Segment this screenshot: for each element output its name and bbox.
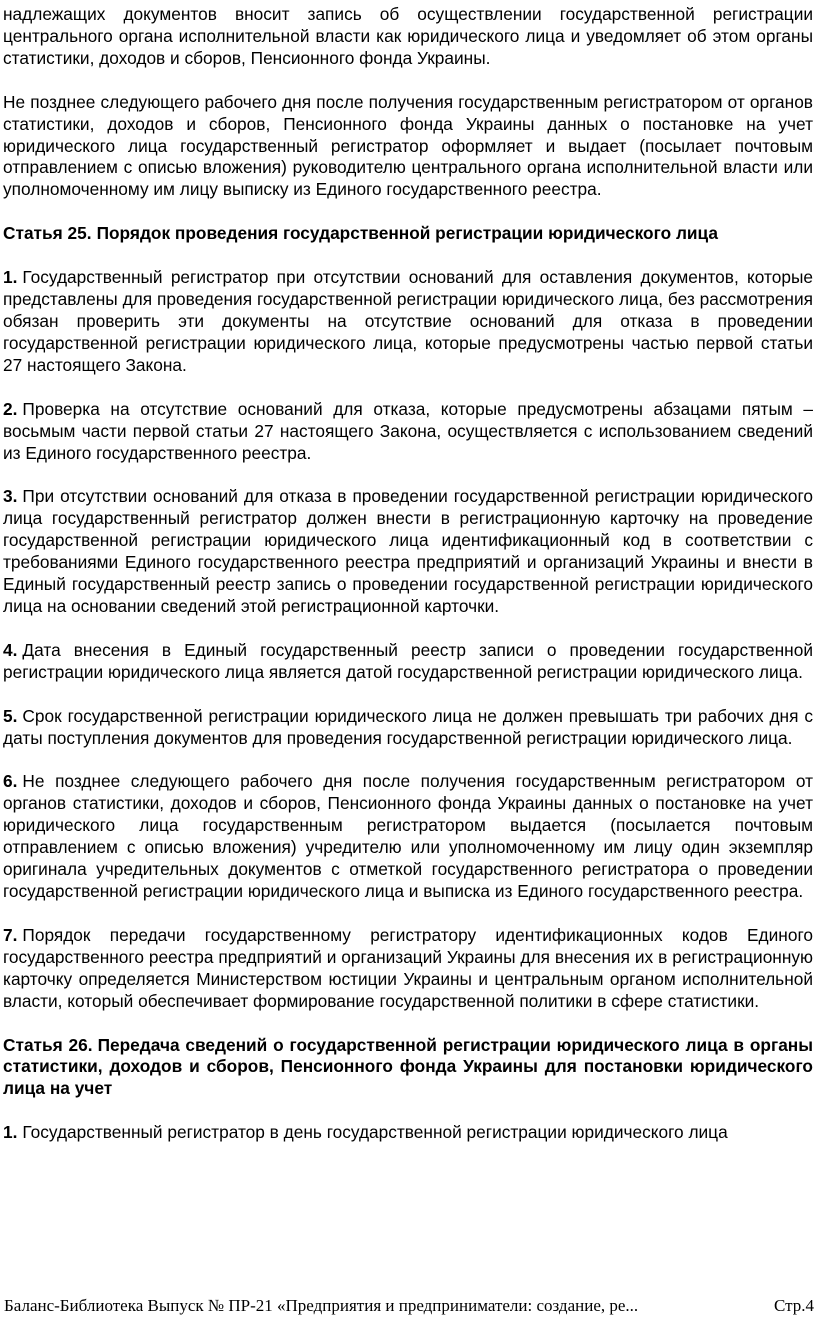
article-number: Статья 26.	[3, 1034, 93, 1055]
paragraph: надлежащих документов вносит запись об осуществлении государственной регистрации центрального органа исполнительной власти как юридического лица и уведомляет об этом органы статистики, доходов и сборов, Пенсионного фонда Украины.	[3, 4, 813, 68]
paragraph-number: 7.	[3, 924, 18, 945]
numbered-paragraph	[3, 771, 813, 902]
paragraph-number: 1.	[3, 267, 18, 288]
paragraph-text: Не позднее следующего рабочего дня после получения государственным регистратором от органов статистики, доходов и сборов, Пенсионного фонда Украины данных о постановке на учет юридического лица государственным регистратором выдается (посылается почтовым отправлением с описью вложения) учредителю или уполномоченному им лицу один экземпляр оригинала учредительных документов с отметкой государственного регистратора о проведении государственной регистрации юридического лица и выписка из Единого государственного реестра.	[3, 771, 813, 901]
paragraph-text: Государственный регистратор при отсутствии оснований для оставления документов, которые представлены для проведения государственной регистрации юридического лица, без рассмотрения обязан проверить эти документы на отсутствие оснований для отказа в проведении государственной регистрации юридического лица, которые предусмотрены частью первой статьи 27 настоящего Закона.	[3, 267, 813, 375]
numbered-paragraph	[3, 640, 813, 684]
page-footer	[4, 1296, 814, 1316]
paragraph-text: Дата внесения в Единый государственный реестр записи о проведении государственной регистрации юридического лица является датой государственной регистрации юридического лица.	[3, 639, 813, 682]
numbered-paragraph	[3, 267, 813, 377]
paragraph-number: 5.	[3, 705, 18, 726]
paragraph: Не позднее следующего рабочего дня после получения государственным регистратором от органов статистики, доходов и сборов, Пенсионного фонда Украины данных о постановке на учет юридического лица государственный регистратор оформляет и выдает (посылает почтовым отправлением с описью вложения) руководителю центрального органа исполнительной власти или уполномоченному им лицу выписку из Единого государственного реестра.	[3, 91, 813, 200]
numbered-paragraph	[3, 1122, 813, 1144]
paragraph-number: 2.	[3, 398, 18, 419]
numbered-paragraph	[3, 925, 813, 1013]
article-title: Порядок проведения государственной регистрации юридического лица	[96, 223, 718, 244]
paragraph-number: 6.	[3, 771, 18, 792]
numbered-paragraph	[3, 486, 813, 617]
numbered-paragraph	[3, 706, 813, 750]
numbered-paragraph	[3, 399, 813, 465]
paragraph-text: Срок государственной регистрации юридического лица не должен превышать три рабочих дня с даты поступления документов для проведения государственной регистрации юридического лица.	[3, 705, 813, 748]
page-number: Стр.4	[773, 1296, 814, 1315]
paragraph-text: Порядок передачи государственному регистратору идентификационных кодов Единого государственного реестра предприятий и организаций Украины для внесения их в регистрационную карточку определяется Министерством юстиции Украины и центральным органом исполнительной власти, который обеспечивает формирование государственной политики в сфере статистики.	[3, 924, 813, 1011]
paragraph-number: 1.	[3, 1122, 18, 1143]
paragraph-number: 3.	[3, 486, 18, 507]
footer-source: Баланс-Библиотека Выпуск № ПР-21 «Предприятия и предприниматели: создание, ре...	[4, 1296, 639, 1315]
paragraph-text: При отсутствии оснований для отказа в проведении государственной регистрации юридического лица государственный регистратор должен внести в регистрационную карточку на проведение государственной регистрации юридического лица идентификационный код в соответствии с требованиями Единого государственного реестра предприятий и организаций Украины и внести в Единый государственный реестр запись о проведении государственной регистрации юридического лица на основании сведений этой регистрационной карточки.	[3, 486, 813, 616]
article-heading	[3, 1035, 813, 1101]
paragraph-text: Государственный регистратор в день государственной регистрации юридического лица	[22, 1122, 728, 1143]
article-heading	[3, 223, 813, 245]
document-body	[3, 4, 813, 1166]
paragraph-text: Проверка на отсутствие оснований для отказа, которые предусмотрены абзацами пятым – восьмым части первой статьи 27 настоящего Закона, осуществляется с использованием сведений из Единого государственного реестра.	[3, 398, 813, 463]
paragraph-number: 4.	[3, 639, 18, 660]
article-title: Передача сведений о государственной регистрации юридического лица в органы статистики, доходов и сборов, Пенсионного фонда Украины для постановки юридического лица на учет	[3, 1034, 813, 1099]
article-number: Статья 25.	[3, 223, 92, 244]
